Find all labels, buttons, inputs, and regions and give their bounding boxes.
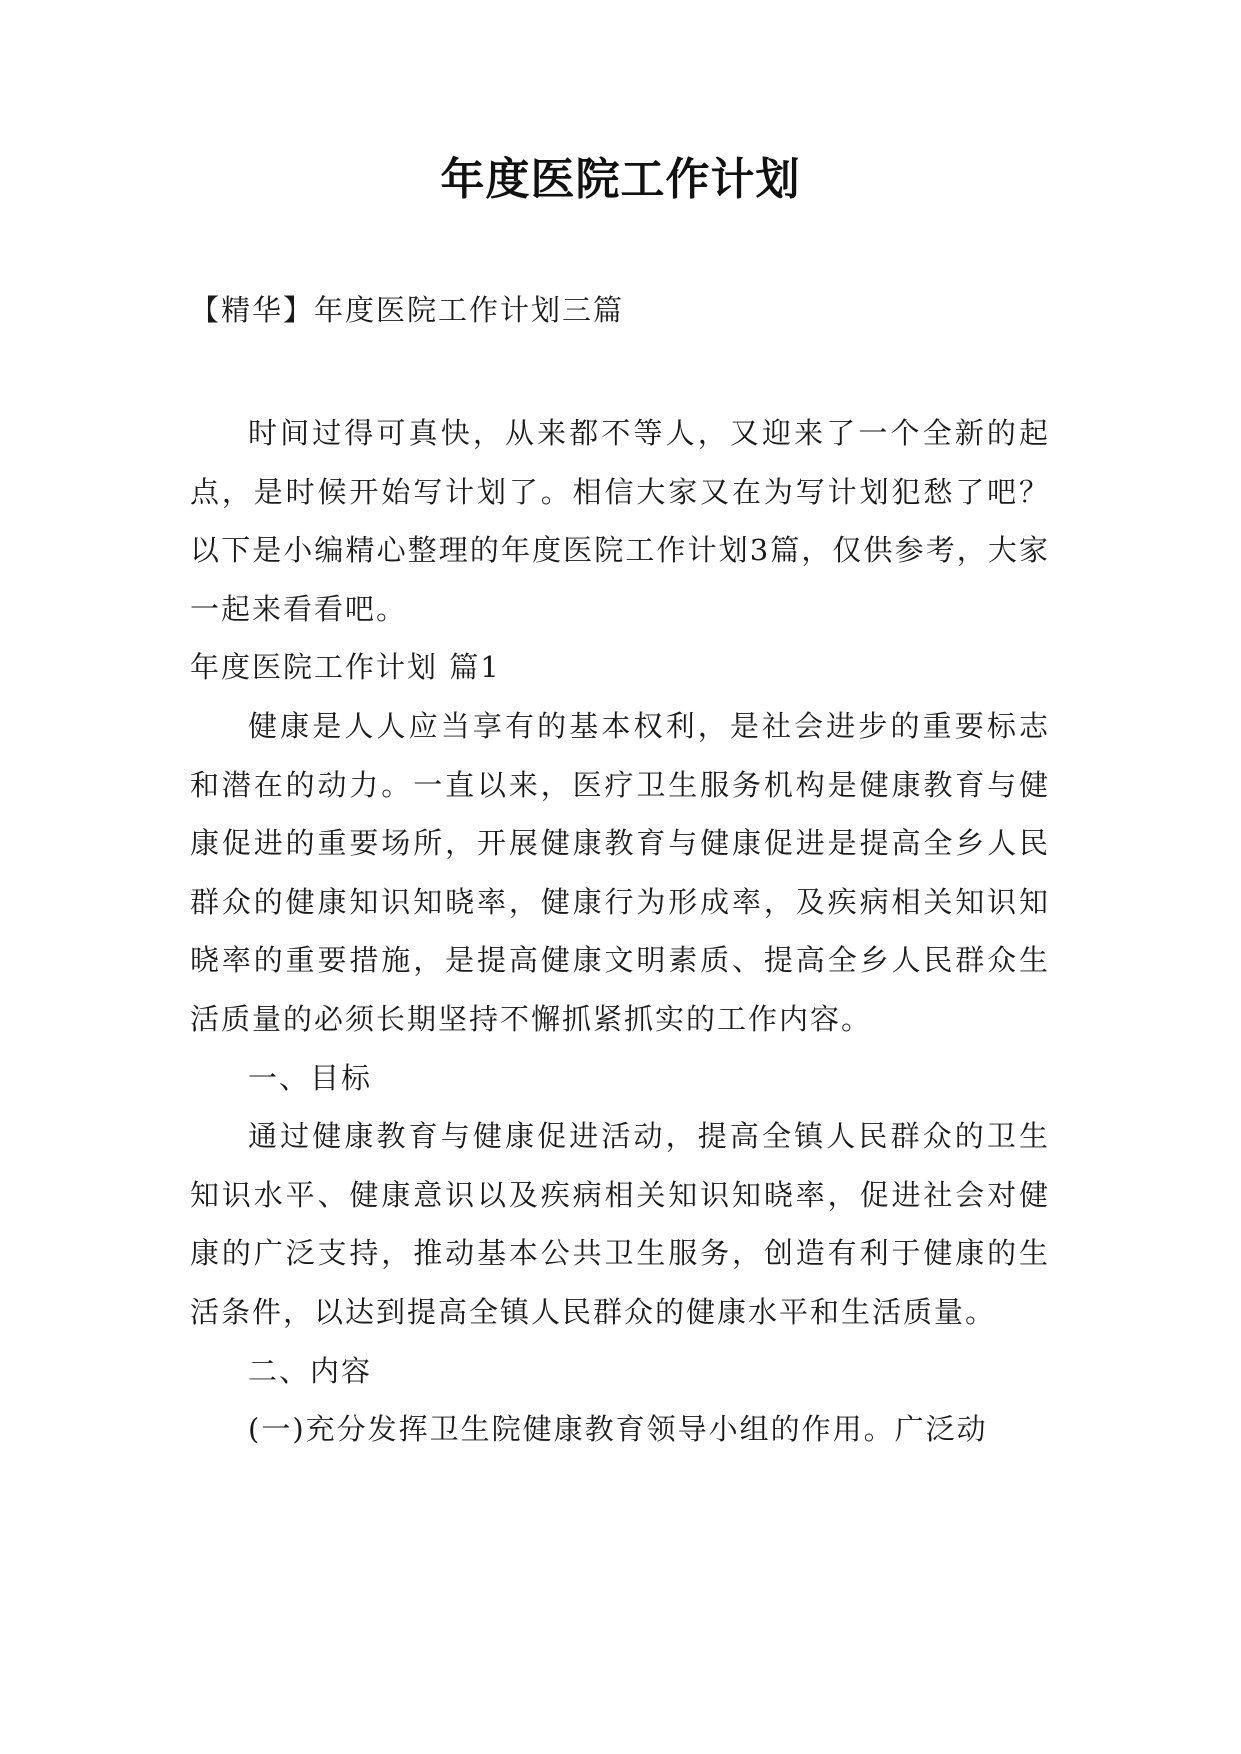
part-heading: 年度医院工作计划 篇1 bbox=[190, 650, 501, 685]
body-paragraph-content: (一)充分发挥卫生院健康教育领导小组的作用。广泛动 bbox=[248, 1412, 988, 1447]
intro-paragraph: 时间过得可真快，从来都不等人，又迎来了一个全新的起点，是时候开始写计划了。相信大家又在为写计划犯愁了吧？以下是小编精心整理的年度医院工作计划3篇，仅供参考，大家一起来看看吧。 bbox=[190, 416, 1050, 626]
document-title: 年度医院工作计划 bbox=[440, 154, 801, 205]
body-paragraph-goal: 通过健康教育与健康促进活动，提高全镇人民群众的卫生知识水平、健康意识以及疾病相关知识知晓率，促进社会对健康的广泛支持，推动基本公共卫生服务，创造有利于健康的生活条件，以达到提高全镇人民群众的健康水平和生活质量。 bbox=[190, 1119, 1050, 1329]
section-heading-goal: 一、目标 bbox=[248, 1060, 373, 1095]
document-subtitle: 【精华】年度医院工作计划三篇 bbox=[190, 293, 625, 327]
section-heading-content: 二、内容 bbox=[248, 1353, 373, 1388]
body-paragraph: 健康是人人应当享有的基本权利，是社会进步的重要标志和潜在的动力。一直以来，医疗卫生服务机构是健康教育与健康促进的重要场所，开展健康教育与健康促进是提高全乡人民群众的健康知识知晓率，健康行为形成率，及疾病相关知识知晓率的重要措施，是提高健康文明素质、提高全乡人民群众生活质量的必须长期坚持不懈抓紧抓实的工作内容。 bbox=[190, 708, 1050, 1036]
document-body bbox=[190, 404, 1050, 1459]
